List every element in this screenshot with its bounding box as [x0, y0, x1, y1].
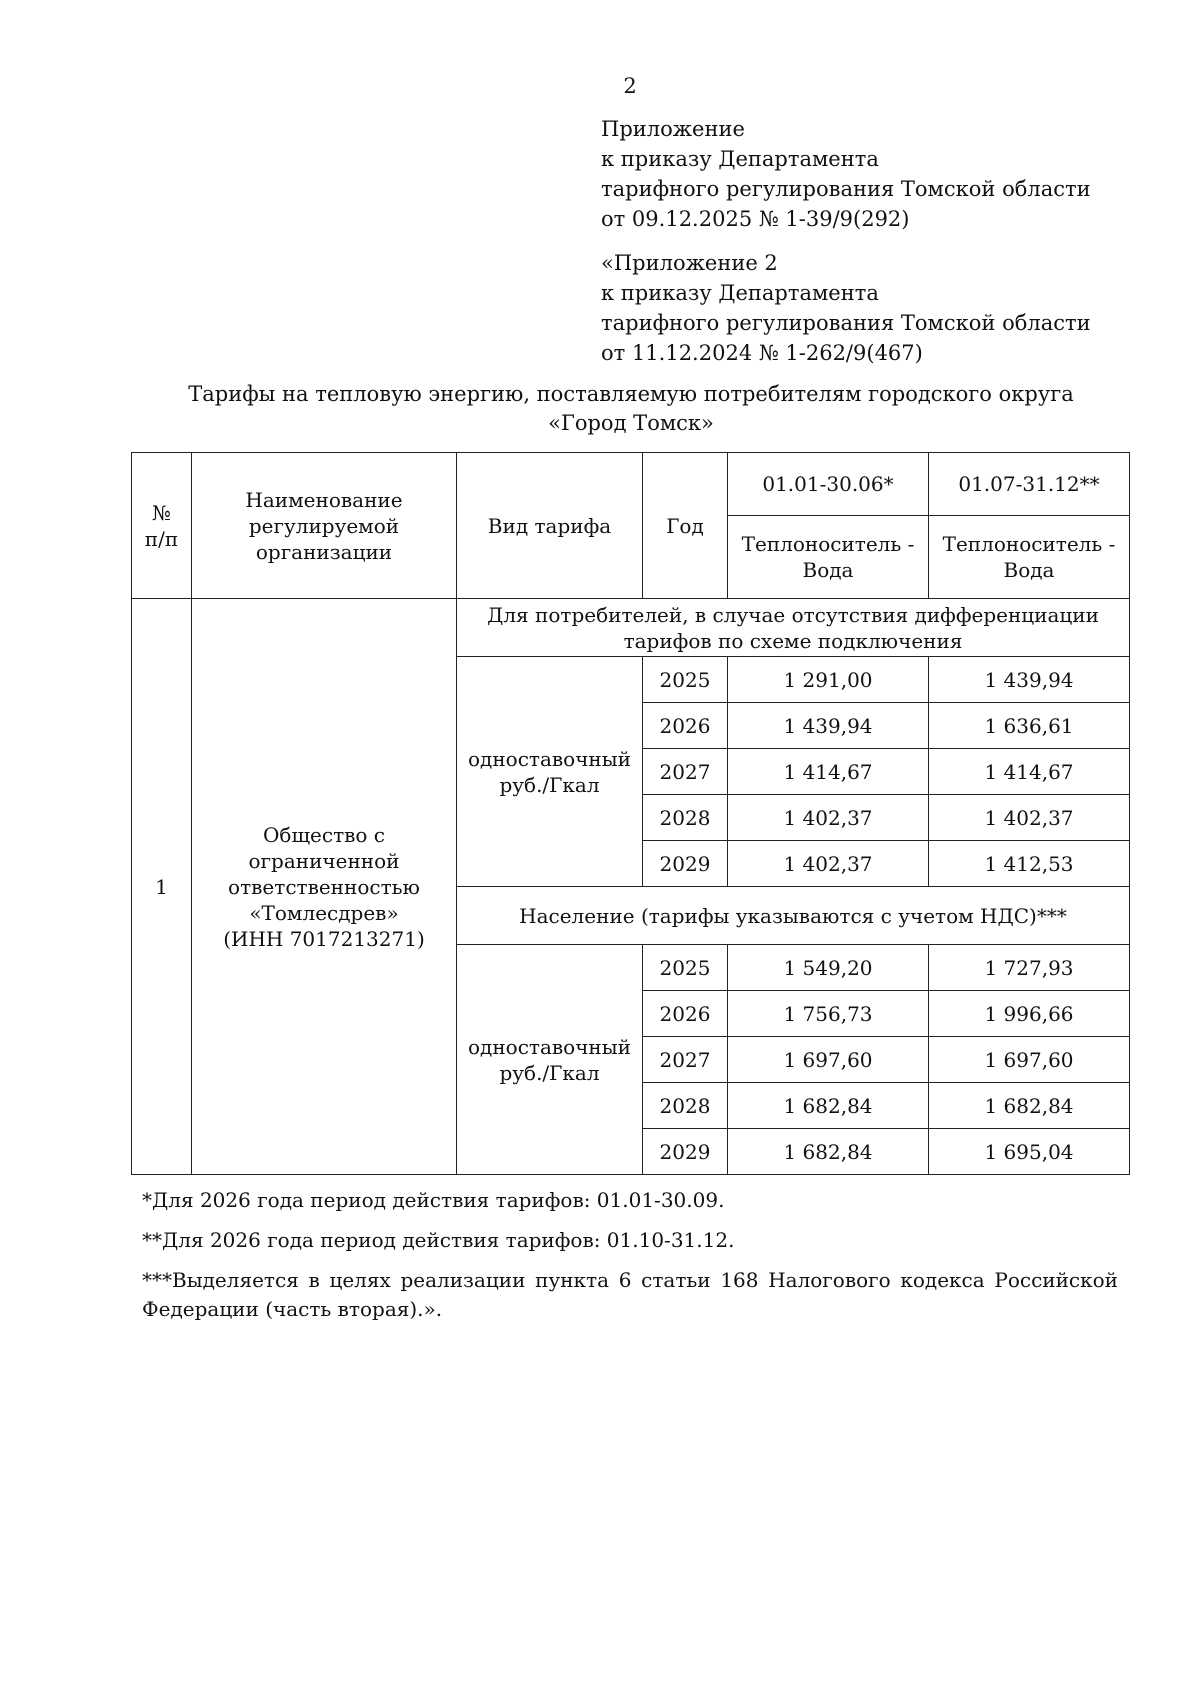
section-heading-row	[132, 599, 1130, 657]
tariff-value-second-half: 1 412,53	[929, 841, 1130, 887]
tariff-value-second-half: 1 439,94	[929, 657, 1130, 703]
header-carrier-label: Вода	[1003, 558, 1055, 582]
year-cell: 2029	[643, 841, 728, 887]
footnotes	[142, 1186, 1118, 1335]
appendix-line: Приложение	[601, 117, 745, 141]
year-cell: 2025	[643, 657, 728, 703]
section-heading-cell: Население (тарифы указываются с учетом НДС)***	[457, 887, 1130, 945]
year-cell: 2026	[643, 991, 728, 1037]
year-cell: 2028	[643, 1083, 728, 1129]
organization-name-line: ответственностью	[228, 874, 420, 899]
tariff-value-first-half: 1 402,37	[728, 795, 929, 841]
tariff-value-second-half: 1 996,66	[929, 991, 1130, 1037]
tariff-value-second-half: 1 727,93	[929, 945, 1130, 991]
header-carrier-cell	[929, 516, 1130, 599]
tariff-type-cell	[457, 657, 643, 887]
header-row	[132, 453, 1130, 516]
organization-name-line: (ИНН 7017213271)	[223, 926, 425, 951]
tariff-value-first-half: 1 697,60	[728, 1037, 929, 1083]
year-cell: 2027	[643, 749, 728, 795]
year-cell: 2028	[643, 795, 728, 841]
header-organization-label: организации	[255, 539, 393, 564]
tariff-value-second-half: 1 414,67	[929, 749, 1130, 795]
header-period-first-half: 01.01-30.06*	[728, 453, 929, 516]
appendix-block-original-order	[601, 248, 1091, 368]
organization-name-line: Общество с	[263, 822, 385, 847]
header-year: Год	[643, 453, 728, 599]
year-cell: 2027	[643, 1037, 728, 1083]
footnote: ***Выделяется в целях реализации пункта 6 статьи 168 Налогового кодекса Российской Федерации (часть вторая).».	[142, 1268, 1118, 1321]
tariff-value-second-half: 1 697,60	[929, 1037, 1130, 1083]
year-cell: 2029	[643, 1129, 728, 1175]
header-number-cell	[132, 453, 192, 599]
header-carrier-label: Вода	[802, 558, 854, 582]
section-heading-line: тарифов по схеме подключения	[623, 628, 963, 653]
organization-name-line: ограниченной	[248, 848, 400, 873]
tariff-type-line: руб./Гкал	[499, 1060, 600, 1085]
appendix-line: от 11.12.2024 № 1-262/9(467)	[601, 341, 923, 365]
tariff-value-first-half: 1 682,84	[728, 1129, 929, 1175]
footnote: *Для 2026 года период действия тарифов: 01.01-30.09.	[142, 1188, 725, 1212]
tariff-value-first-half: 1 439,94	[728, 703, 929, 749]
document-title	[132, 380, 1130, 438]
organization-name-cell	[192, 599, 457, 1175]
appendix-line: тарифного регулирования Томской области	[601, 311, 1091, 335]
footnote: **Для 2026 года период действия тарифов: 01.10-31.12.	[142, 1228, 735, 1252]
tariff-value-second-half: 1 402,37	[929, 795, 1130, 841]
header-period-second-half: 01.07-31.12**	[929, 453, 1130, 516]
year-cell: 2025	[643, 945, 728, 991]
tariff-type-cell	[457, 945, 643, 1175]
header-carrier-cell	[728, 516, 929, 599]
header-carrier-label: Теплоноситель -	[741, 532, 915, 556]
tariff-value-first-half: 1 414,67	[728, 749, 929, 795]
header-organization-label: регулируемой	[248, 513, 400, 538]
tariff-table	[131, 452, 1130, 1175]
appendix-line: к приказу Департамента	[601, 281, 879, 305]
tariff-value-first-half: 1 682,84	[728, 1083, 929, 1129]
appendix-block-current-order	[601, 114, 1091, 234]
tariff-value-first-half: 1 402,37	[728, 841, 929, 887]
header-organization-label: Наименование	[245, 487, 403, 512]
tariff-value-second-half: 1 695,04	[929, 1129, 1130, 1175]
section-heading-cell	[457, 599, 1130, 657]
tariff-value-first-half: 1 291,00	[728, 657, 929, 703]
header-carrier-label: Теплоноситель -	[942, 532, 1116, 556]
tariff-type-line: одноставочный	[467, 1034, 632, 1059]
header-number-label: №	[152, 500, 171, 525]
appendix-line: от 09.12.2025 № 1-39/9(292)	[601, 207, 910, 231]
header-organization-cell	[192, 453, 457, 599]
row-number: 1	[132, 599, 192, 1175]
tariff-value-second-half: 1 636,61	[929, 703, 1130, 749]
tariff-value-second-half: 1 682,84	[929, 1083, 1130, 1129]
tariff-type-line: одноставочный	[467, 746, 632, 771]
tariff-value-first-half: 1 549,20	[728, 945, 929, 991]
appendix-line: к приказу Департамента	[601, 147, 879, 171]
section-heading-line: Для потребителей, в случае отсутствия дифференциации	[487, 602, 1099, 627]
year-cell: 2026	[643, 703, 728, 749]
organization-name-line: «Томлесдрев»	[249, 900, 399, 925]
page-number: 2	[623, 74, 637, 98]
title-line: «Город Томск»	[548, 411, 714, 435]
appendix-line: «Приложение 2	[601, 251, 778, 275]
tariff-value-first-half: 1 756,73	[728, 991, 929, 1037]
header-tariff-type: Вид тарифа	[457, 453, 643, 599]
header-number-label: п/п	[144, 526, 179, 551]
title-line: Тарифы на тепловую энергию, поставляемую потребителям городского округа	[188, 382, 1074, 406]
tariff-type-line: руб./Гкал	[499, 772, 600, 797]
appendix-line: тарифного регулирования Томской области	[601, 177, 1091, 201]
